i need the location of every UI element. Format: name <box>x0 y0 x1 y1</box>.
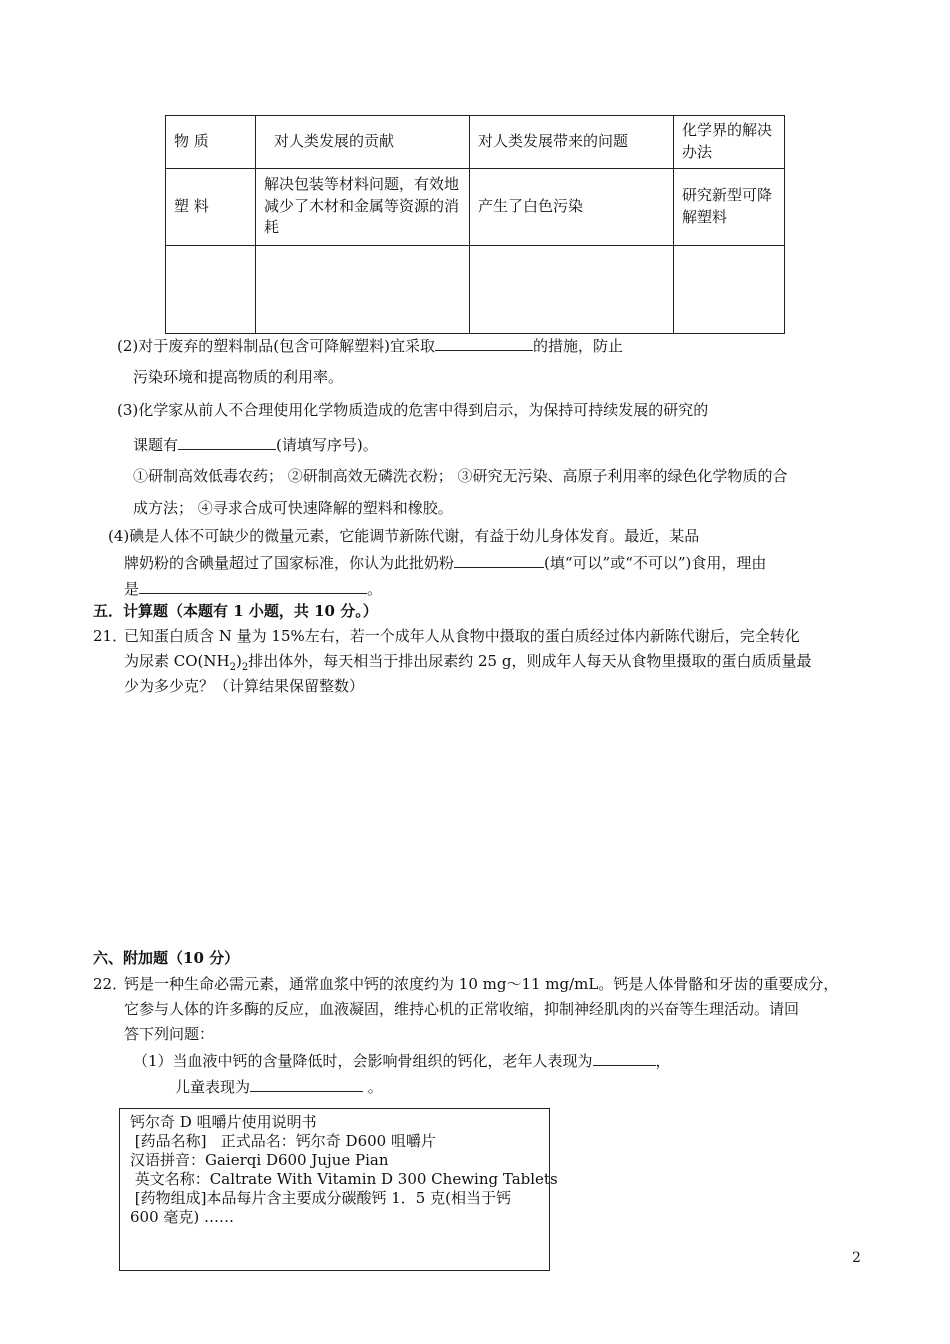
question-3-options-line-2: 成方法； ④寻求合成可快速降解的塑料和橡胶。 <box>133 499 453 517</box>
table-header-row <box>166 116 785 169</box>
page-number: 2 <box>852 1250 861 1266</box>
question-2-line-1 <box>117 335 623 355</box>
subscript: 2 <box>229 662 236 673</box>
materials-table <box>165 115 785 334</box>
question-22-line-1: 钙是一种生命必需元素，通常血浆中钙的浓度约为 10 mg～11 mg/mL。钙是人体骨骼和牙齿的重要成分， <box>124 975 839 993</box>
question-21-line-1: 已知蛋白质含 N 量为 15%左右，若一个成年人从食物中摄取的蛋白质经过体内新陈代谢后，完全转化 <box>124 627 800 645</box>
answer-blank[interactable] <box>178 434 276 450</box>
table-header-cell: 物 质 <box>166 116 256 169</box>
q4-text: 是 <box>124 580 140 598</box>
q21-text: ) <box>235 652 242 670</box>
table-cell: 解决包装等材料问题，有效地减少了木材和金属等资源的消耗 <box>256 168 470 245</box>
q21-text: 排出体外，每天相当于排出尿素约 25 g，则成年人每天从食物里摄取的蛋白质质量最 <box>248 652 812 670</box>
question-3-line-1: (3)化学家从前人不合理使用化学物质造成的危害中得到启示，为保持可持续发展的研究的 <box>117 401 709 419</box>
answer-blank[interactable] <box>593 1050 656 1066</box>
question-21-line-2 <box>124 652 811 674</box>
q22-text: 儿童表现为 <box>175 1078 251 1096</box>
table-row <box>166 168 785 245</box>
question-22-line-2: 它参与人体的许多酶的反应，血液凝固，维持心机的正常收缩，抑制神经肌肉的兴奋等生理活动。请回 <box>124 1000 800 1018</box>
question-3-line-2 <box>133 434 378 454</box>
section-6-heading: 六、附加题（10 分） <box>93 949 240 967</box>
instruction-line: 钙尔奇 D 咀嚼片使用说明书 <box>130 1113 317 1131</box>
q4-text: 。 <box>367 580 383 598</box>
instruction-line: 汉语拼音：Gaierqi D600 Jujue Pian <box>130 1151 389 1169</box>
question-22-line-3: 答下列问题： <box>124 1025 215 1043</box>
table-header-cell: 对人类发展的贡献 <box>256 116 470 169</box>
instruction-line: [药物组成]本品每片含主要成分碳酸钙 1．5 克(相当于钙 <box>130 1189 511 1207</box>
answer-blank[interactable] <box>454 552 544 568</box>
question-2-line-2: 污染环境和提高物质的利用率。 <box>133 368 344 386</box>
table-row <box>166 245 785 333</box>
question-22-sub-1-line-2 <box>175 1076 383 1096</box>
instruction-line: 600 毫克) …… <box>130 1208 235 1226</box>
question-3-options-line-1: ①研制高效低毒农药； ②研制高效无磷洗衣粉； ③研究无污染、高原子利用率的绿色化学物质的合 <box>133 467 788 485</box>
question-21-line-3: 少为多少克？（计算结果保留整数） <box>124 677 365 695</box>
question-4-line-1: (4)碘是人体不可缺少的微量元素，它能调节新陈代谢，有益于幼儿身体发育。最近，某品 <box>108 527 700 545</box>
answer-blank[interactable] <box>435 335 533 351</box>
table-cell: 塑 料 <box>166 168 256 245</box>
table-header-cell: 对人类发展带来的问题 <box>470 116 674 169</box>
answer-blank[interactable] <box>139 578 367 594</box>
table-cell <box>674 245 785 333</box>
question-4-line-3 <box>124 578 382 598</box>
question-4-line-2 <box>124 552 766 572</box>
q2-text: (2)对于废弃的塑料制品(包含可降解塑料)宜采取 <box>117 337 435 355</box>
q21-text: 为尿素 CO(NH <box>124 652 230 670</box>
answer-blank[interactable] <box>250 1076 363 1092</box>
q3-text: (请填写序号)。 <box>276 436 378 454</box>
subscript: 2 <box>241 662 249 673</box>
section-5-heading: 五．计算题（本题有 1 小题，共 10 分。） <box>93 602 378 620</box>
drug-instruction-box <box>119 1108 558 1271</box>
instruction-line: 英文名称：Caltrate With Vitamin D 300 Chewing Tablets <box>130 1170 558 1188</box>
q22-text: （1）当血液中钙的含量降低时，会影响骨组织的钙化，老年人表现为 <box>133 1052 593 1070</box>
q2-text: 的措施，防止 <box>532 337 623 355</box>
q4-text: (填“可以”或“不可以”)食用，理由 <box>544 554 767 572</box>
q22-text: ， <box>655 1052 671 1070</box>
table-cell: 产生了白色污染 <box>470 168 674 245</box>
q4-text: 牌奶粉的含碘量超过了国家标准，你认为此批奶粉 <box>124 554 455 572</box>
question-22-sub-1-line-1 <box>133 1050 671 1070</box>
q22-text: 。 <box>363 1078 383 1096</box>
table-cell <box>470 245 674 333</box>
instruction-line: [药品名称] 正式品名：钙尔奇 D600 咀嚼片 <box>130 1132 436 1150</box>
q3-text: 课题有 <box>133 436 179 454</box>
table-cell <box>256 245 470 333</box>
question-22-number: 22． <box>93 975 128 993</box>
table-cell: 研究新型可降解塑料 <box>674 168 785 245</box>
table-cell <box>166 245 256 333</box>
question-21-number: 21． <box>93 627 128 645</box>
table-header-cell: 化学界的解决办法 <box>674 116 785 169</box>
